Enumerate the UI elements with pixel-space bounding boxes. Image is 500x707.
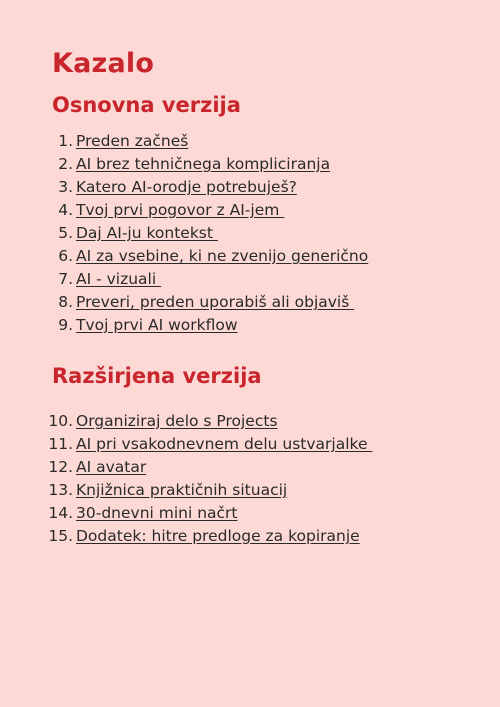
toc-item-number: 8. <box>58 293 73 311</box>
toc-item-number: 4. <box>58 201 73 219</box>
toc-item <box>0 410 372 433</box>
section-title-extended: Razširjena verzija <box>52 364 262 388</box>
toc-item <box>0 153 368 176</box>
toc-item <box>0 291 368 314</box>
page-title: Kazalo <box>52 48 155 79</box>
toc-item-number: 9. <box>58 316 73 334</box>
toc-link[interactable]: Dodatek: hitre predloge za kopiranje <box>76 527 360 545</box>
toc-link[interactable]: Knjižnica praktičnih situacij <box>76 481 288 499</box>
toc-list-basic <box>0 130 368 337</box>
toc-item-number: 3. <box>58 178 73 196</box>
toc-link[interactable]: Daj AI-ju kontekst <box>76 224 218 242</box>
toc-item-number: 2. <box>58 155 73 173</box>
toc-link[interactable]: AI pri vsakodnevnem delu ustvarjalke <box>76 435 373 453</box>
section-title-basic: Osnovna verzija <box>52 93 241 117</box>
toc-link[interactable]: AI za vsebine, ki ne zvenijo generično <box>76 247 369 265</box>
toc-link[interactable]: Organiziraj delo s Projects <box>76 412 278 430</box>
toc-link[interactable]: AI avatar <box>76 458 147 476</box>
toc-link[interactable]: Tvoj prvi AI workflow <box>76 316 238 334</box>
toc-list-extended <box>0 410 372 548</box>
toc-item-number: 13. <box>48 481 73 499</box>
toc-item <box>0 176 368 199</box>
toc-item-number: 12. <box>48 458 73 476</box>
toc-item-number: 6. <box>58 247 73 265</box>
toc-item-number: 11. <box>48 435 73 453</box>
toc-item <box>0 130 368 153</box>
toc-link[interactable]: AI - vizuali <box>76 270 162 288</box>
toc-item <box>0 502 372 525</box>
toc-item <box>0 245 368 268</box>
toc-item <box>0 525 372 548</box>
toc-link[interactable]: Preden začneš <box>76 132 189 150</box>
toc-item-number: 7. <box>58 270 73 288</box>
toc-item-number: 14. <box>48 504 73 522</box>
toc-item <box>0 433 372 456</box>
toc-item <box>0 456 372 479</box>
toc-link[interactable]: 30-dnevni mini načrt <box>76 504 238 522</box>
toc-item <box>0 314 368 337</box>
toc-item <box>0 199 368 222</box>
toc-item-number: 15. <box>48 527 73 545</box>
toc-item-number: 5. <box>58 224 73 242</box>
toc-item <box>0 268 368 291</box>
toc-item <box>0 479 372 502</box>
toc-item-number: 1. <box>58 132 73 150</box>
toc-link[interactable]: Tvoj prvi pogovor z AI-jem <box>76 201 285 219</box>
toc-link[interactable]: Preveri, preden uporabiš ali objaviš <box>76 293 355 311</box>
toc-item-number: 10. <box>48 412 73 430</box>
toc-link[interactable]: AI brez tehničnega kompliciranja <box>76 155 331 173</box>
toc-link[interactable]: Katero AI-orodje potrebuješ? <box>76 178 297 196</box>
toc-item <box>0 222 368 245</box>
